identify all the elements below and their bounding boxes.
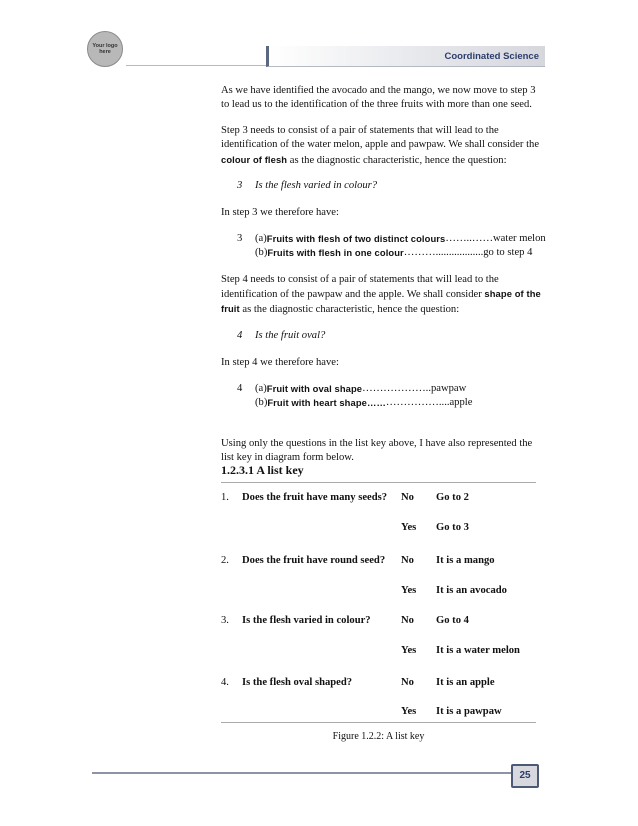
- key-result: It is a water melon: [436, 645, 520, 656]
- key-answer: Yes: [401, 585, 417, 596]
- header-rule: [126, 65, 268, 66]
- key-question: Does the fruit have round seed?: [242, 555, 386, 566]
- key-result: Go to 2: [436, 492, 469, 503]
- paragraph-2: [221, 124, 546, 168]
- couplet-statement: Fruits with flesh of two distinct colours: [266, 232, 446, 244]
- paragraph-3: In step 3 we therefore have:: [221, 207, 339, 219]
- paragraph-2-text: Step 3 needs to consist of a pair of statements that will lead to the identification of the water melon, apple and pawpaw. We shall consider the: [221, 124, 540, 151]
- couplet-statement: Fruits with flesh in one colour: [267, 247, 404, 259]
- couplet-row-b: [237, 396, 546, 410]
- paragraph-2-text-end: as the diagnostic characteristic, hence the question:: [287, 154, 507, 166]
- couplet-leader-dots: ……..……: [445, 232, 494, 244]
- question-step-3: [237, 179, 546, 193]
- section-title: 1.2.3.1 A list key: [221, 463, 304, 477]
- couplet-leader-dots: ………..................: [403, 247, 484, 259]
- key-result: It is a pawpaw: [436, 706, 502, 717]
- couplet-row-a: [237, 232, 546, 246]
- key-answer: Yes: [401, 706, 417, 717]
- key-answer: Yes: [401, 522, 417, 533]
- couplet-outcome: pawpaw: [430, 382, 467, 394]
- key-result: Go to 3: [436, 522, 469, 533]
- figure-caption: Figure 1.2.2: A list key: [332, 731, 425, 742]
- paragraph-4-text-end: as the diagnostic characteristic, hence the question:: [239, 304, 460, 316]
- key-number: 1.: [221, 492, 229, 503]
- couplet-label: (b): [255, 397, 268, 409]
- paragraph-5: In step 4 we therefore have:: [221, 357, 339, 369]
- header-title: Coordinated Science: [444, 51, 539, 62]
- key-result: It is an avocado: [436, 585, 507, 596]
- key-question: Is the flesh oval shaped?: [242, 677, 353, 688]
- question-number: 3: [237, 180, 243, 192]
- key-answer: No: [401, 677, 414, 688]
- table-top-rule: [221, 482, 536, 483]
- key-answer: Yes: [401, 645, 417, 656]
- question-text: Is the fruit oval?: [255, 329, 326, 341]
- couplet-label: (a): [255, 232, 267, 244]
- couplet-outcome: go to step 4: [483, 247, 533, 259]
- table-bottom-rule: [221, 722, 536, 723]
- question-text: Is the flesh varied in colour?: [255, 180, 378, 192]
- couplet-outcome: water melon: [493, 232, 546, 244]
- couplet-statement: Fruit with heart shape……: [267, 397, 386, 409]
- couplet-outcome: apple: [449, 397, 473, 409]
- logo-placeholder: [87, 31, 123, 67]
- couplet-number: 3: [237, 232, 243, 244]
- couplet-step-3: [237, 232, 546, 261]
- key-number: 4.: [221, 677, 229, 688]
- key-question: Does the fruit have many seeds?: [242, 492, 388, 503]
- page-number: 25: [511, 764, 539, 788]
- couplet-leader-dots: ………………..: [362, 382, 431, 394]
- body-text: [221, 84, 546, 476]
- paragraph-2-emphasis: colour of flesh: [221, 153, 288, 165]
- couplet-step-4: [237, 382, 546, 411]
- couplet-number: 4: [237, 382, 243, 394]
- key-result: It is a mango: [436, 555, 495, 566]
- couplet-label: (b): [255, 247, 268, 259]
- couplet-statement: Fruit with oval shape: [266, 382, 363, 394]
- key-question: Is the flesh varied in colour?: [242, 615, 371, 626]
- couplet-row-a: [237, 382, 546, 396]
- key-number: 2.: [221, 555, 229, 566]
- key-answer: No: [401, 615, 414, 626]
- paragraph-1: As we have identified the avocado and the mango, we now move to step 3 to lead us to the identification of the three fruits with more than one seed.: [221, 85, 536, 111]
- running-header: [266, 46, 545, 67]
- key-number: 3.: [221, 615, 229, 626]
- question-step-4: [237, 329, 546, 343]
- key-answer: No: [401, 492, 414, 503]
- question-number: 4: [237, 329, 243, 341]
- paragraph-4: [221, 273, 546, 318]
- footer-rule: [92, 772, 512, 774]
- key-result: It is an apple: [436, 677, 495, 688]
- paragraph-6: Using only the questions in the list key above, I have also represented the list key in diagram form below.: [221, 437, 533, 463]
- couplet-leader-dots: ……………....: [385, 397, 450, 409]
- couplet-row-b: [237, 246, 546, 260]
- paragraph-4-emphasis: shape of the fruit: [221, 288, 541, 315]
- couplet-label: (a): [255, 382, 267, 394]
- paragraph-4-text: Step 4 needs to consist of a pair of statements that will lead to the identification of the pawpaw and the apple. We shall consider: [221, 273, 499, 301]
- key-result: Go to 4: [436, 615, 469, 626]
- logo-text: Your logo here: [92, 43, 118, 55]
- key-answer: No: [401, 555, 414, 566]
